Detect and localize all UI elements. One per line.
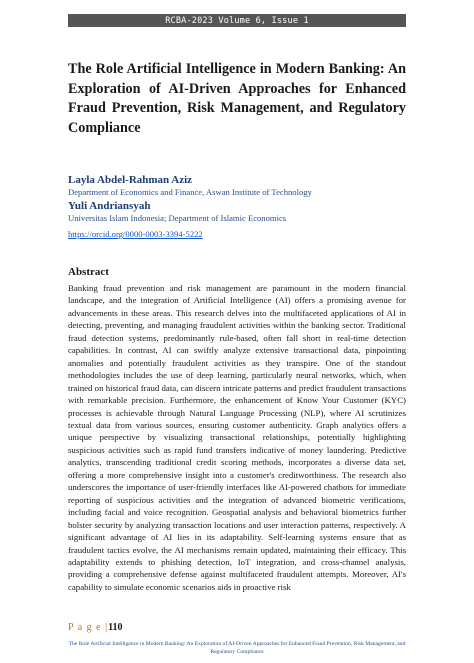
orcid-link[interactable]: https://orcid.org/0000-0003-3394-5222 [68, 229, 203, 239]
footer-caption: The Role Artificial Intelligence in Modern Banking: An Exploration of AI-Driven Approaches for Enhanced Fraud Prevention, Risk Management, and Regulatory Compliance [68, 641, 406, 655]
page-number-value: 110 [108, 622, 123, 633]
author-name-1: Layla Abdel-Rahman Aziz [68, 174, 193, 186]
author-affiliation-2: Universitas Islam Indonesia; Department of Islamic Economics [68, 213, 287, 223]
page-number [68, 622, 123, 633]
abstract-heading: Abstract [68, 266, 109, 278]
paper-title: The Role Artificial Intelligence in Modern Banking: An Exploration of AI-Driven Approaches for Enhanced Fraud Prevention, Risk Management, and Regulatory Compliance [68, 61, 406, 136]
journal-header: RCBA-2023 Volume 6, Issue 1 [165, 15, 309, 26]
author-affiliation-1: Department of Economics and Finance, Aswan Institute of Technology [68, 187, 312, 197]
abstract-body: Banking fraud prevention and risk management are paramount in the modern financial landscape, and the integration of Artificial Intelligence (AI) offers a promising avenue for advancements in these areas. This research delves into the multifaceted applications of AI in detecting, preventing, and managing fraudulent activities within the banking sector. Traditional fraud detection systems, predominantly rule-based, often fall short in real-time detection capabilities. In contrast, AI can swiftly analyze extensive transactional data, pinpointing anomalies and potentially fraudulent activities as they transpire. One of the standout methodologies includes the use of deep learning, particularly neural networks, which, when trained on historical fraud data, can discern intricate patterns and predict fraudulent transactions with remarkable precision. Furthermore, the enhancement of Know Your Customer (KYC) processes is achievable through Natural Language Processing (NLP), where AI scrutinizes textual data from various sources, ensuring customer authenticity. Graph analytics offers a unique perspective by visualizing transactional relationships, potentially highlighting suspicious activities such as rapid fund transfers indicative of money laundering. Predictive analytics, transcending traditional credit scoring methods, incorporates a diverse data set, offering a more comprehensive insight into a customer's creditworthiness. The research also underscores the importance of user-friendly interfaces like AI-powered chatbots for immediate reporting of suspicious activities and the integration of advanced biometric verifications, including facial and voice recognition. Geospatial analysis and behavioral biometrics further bolster security by analyzing transaction locations and user interaction patterns, respectively. A significant advantage of AI lies in its adaptability. Self-learning systems ensure that as fraudulent tactics evolve, the AI mechanisms remain updated, maintaining their efficacy. This adaptability extends to phishing detection, IoT integration, and cross-channel analysis, providing a comprehensive defense against multifaceted fraudulent attempts. Moreover, AI's capability to simulate economic scenarios aids in proactive risk [68, 283, 406, 592]
page-label: P a g e | [68, 622, 109, 633]
journal-header-band [68, 14, 406, 27]
author-name-2: Yuli Andriansyah [68, 200, 151, 212]
paper-content [68, 60, 406, 593]
